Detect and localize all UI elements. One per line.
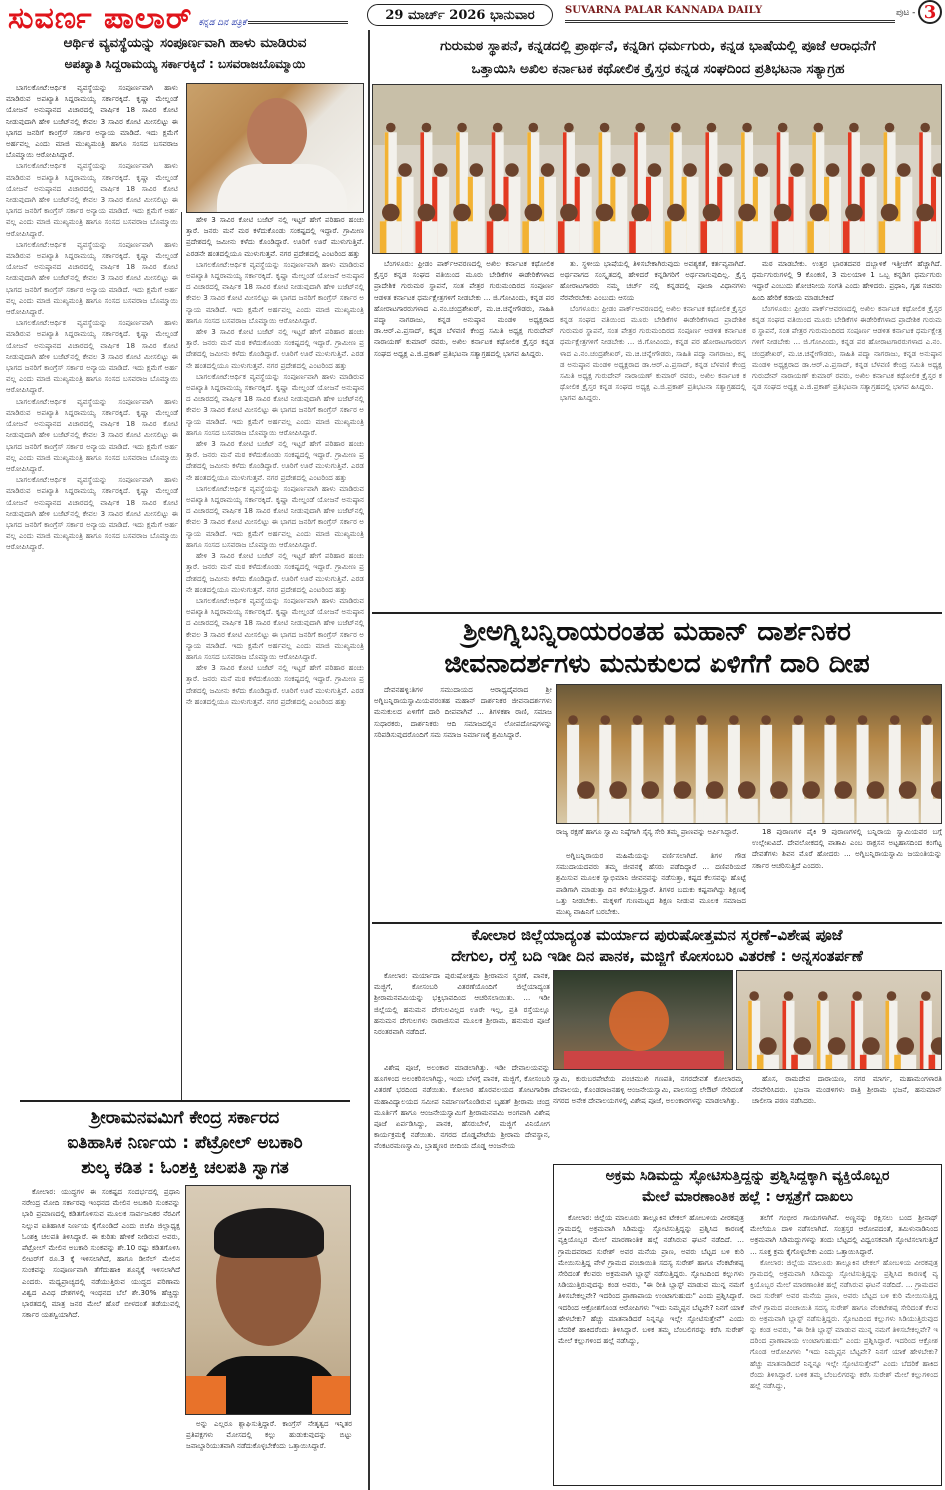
agnibanni-photo xyxy=(556,684,942,824)
section-rule xyxy=(20,1100,350,1102)
prasada-distribution-photo xyxy=(736,970,942,1070)
scarf xyxy=(487,221,494,254)
attack-body-col2 xyxy=(750,1212,938,1482)
scarf xyxy=(894,1055,901,1070)
person-head xyxy=(703,204,721,222)
person-head xyxy=(834,781,852,799)
person-head xyxy=(671,123,681,133)
person-head xyxy=(493,123,503,133)
scarf xyxy=(851,1001,855,1070)
person-head xyxy=(382,204,400,222)
person-head xyxy=(770,781,788,799)
person-body xyxy=(736,799,758,824)
bommai-col1-continued-3: ಬಾಗಲಕೋಟೆ:ಆರ್ಥಿಕ ವ್ಯವಸ್ಥೆಯನ್ನು ಸಂಪೂರ್ಣವಾಗಿ ಹಾಳು ಮಾಡಿರುವ ಅಪಖ್ಯಾತಿ ಸಿದ್ದರಾಮಯ್ಯ ಸರ್ಕಾರಕ್ಕಿದೆ. ಕೃಷ್ಣಾ ಮೇಲ್ದಂಡೆ ಯೋಜನೆ ಅನುಷ್ಠಾನದ ವಿಚಾರದಲ್ಲಿ ವಾರ್ಷಿಕ 18 ಸಾವಿರ ಕೋಟಿ ನೀಡುವುದಾಗಿ ಹೇಳಿ ಬಜೆಟ್‌ನಲ್ಲಿ ಕೇವಲ 3 ಸಾವಿರ ಕೋಟಿ ಮೀಸಲಿಟ್ಟು ಈ ಭಾಗದ ಜನರಿಗೆ ಕಾಂಗ್ರೆಸ್ ಸರ್ಕಾರ ಅನ್ಯಾಯ ಮಾಡಿದೆ. ಇದು ಕ್ಷಮೆಗೆ ಅರ್ಹವಲ್ಲ ಎಂದು ಮಾಜಿ ಮುಖ್ಯಮಂತ್ರಿ ಹಾಗೂ ಸಂಸದ ಬಸವರಾಜ ಬೊಮ್ಮಾಯಿ ಆರೋಪಿಸಿದ್ದಾರೆ. xyxy=(6,318,178,395)
bommai-col2-filler-4: ಹೇಳಿ 3 ಸಾವಿರ ಕೋಟಿ ಬಜೆಟ್ ನಲ್ಲಿ ಇಟ್ಟರೆ ಹೇಗೆ ಪರಿಹಾರ ಹಂಚು ತ್ತಾರೆ. ಜನರು ಮನೆ ಮಠ ಕಳೆದುಕೊಂಡು ಸಂಕಷ್ಟದಲ್ಲಿ ಇದ್ದಾರೆ. ಗ್ರಾಮೀಣ ಪ್ರದೇಶದಲ್ಲಿ ಜಮೀನು ಕಳೆದು ಕೊಂಡಿದ್ದಾರೆ. ಊರಿಗೆ ಊರೆ ಮುಳುಗುತ್ತಿವೆ. ಎರಡನೇ ಹಂತದಲ್ಲಿಯೂ ಮುಳುಗುತ್ತವೆ. ನಗರ ಪ್ರದೇಶದಲ್ಲಿ ಎಂಟರಿಂದ ಹತ್ತು xyxy=(186,439,364,482)
scarf xyxy=(920,1001,924,1070)
protest-crowd-illustration xyxy=(373,85,942,254)
person-head xyxy=(738,781,756,799)
agnibanni-body-col2: ಅಗ್ನಿಬನ್ನಿರಾಯರ ಮಹಿಮೆಯನ್ನು ವರ್ಣಿಸಲಾಗಿದೆ. ತಿಗಳ ಗೌಡ ಸಮುದಾಯದವರು ತಮ್ಮ ಜೀವನಕ್ಕೆ ಹೆಸರು ಪಡೆದಿದ್ದಾರೆ ... ದಣಿವರಿಯದೆ ಶ್ರಮಿಸುವ ಮೂಲಕ ಸ್ವಾಭಿಮಾನಿ ಜೀವನವನ್ನು ನಡೆಸುತ್ತಾ, ಕಷ್ಟದ ಕೆಲಸವನ್ನು ಹೊಟ್ಟೆ ಪಾಡಿಗಾಗಿ ಮಾಡುತ್ತಾ ದಿನ ಕಳೆಯುತ್ತಿದ್ದಾರೆ. ತಿಗಳರ ಬದುಕು ಕಷ್ಟವಾಗಿದ್ದು ಶಿಕ್ಷಣಕ್ಕೆ ಒತ್ತು ನೀಡಬೇಕು. ಮಕ್ಕಳಿಗೆ ಗುಣಮಟ್ಟದ ಶಿಕ್ಷಣ ನೀಡುವ ಮೂಲಕ ಸಮಾಜದ ಮುಖ್ಯ ವಾಹಿನಿಗೆ ಬರಬೇಕು. xyxy=(556,851,746,917)
kolar-body-col3: ಹೊಸ, ರಾಮದೇವ ದಾರಾಯಣ, ನಗರ ಮಾರ್ಗ, ಮಹಾಮಂಗಳಾರತಿ ನೆರವೇರಿಸಿದರು. ಭಜನಾ ಮಂಡಳಿಗಳು ರಾತ್ರಿ ಶ್ರೀರಾಮ ಭಜನೆ, ಹನುಮಾನ್ ಚಾಲೀಸಾ ಪಠಣ ನಡೆಸಿದರು. xyxy=(752,1074,942,1106)
person-head xyxy=(633,715,643,725)
petrol-headline-2: ಐತಿಹಾಸಿಕ ನಿರ್ಣಯ : ಪೆಟ್ರೋಲ್ ಅಬಕಾರಿ xyxy=(67,1133,303,1153)
bommai-col2-filler-2: ಹೇಳಿ 3 ಸಾವಿರ ಕೋಟಿ ಬಜೆಟ್ ನಲ್ಲಿ ಇಟ್ಟರೆ ಹೇಗೆ ಪರಿಹಾರ ಹಂಚು ತ್ತಾರೆ. ಜನರು ಮನೆ ಮಠ ಕಳೆದುಕೊಂಡು ಸಂಕಷ್ಟದಲ್ಲಿ ಇದ್ದಾರೆ. ಗ್ರಾಮೀಣ ಪ್ರದೇಶದಲ್ಲಿ ಜಮೀನು ಕಳೆದು ಕೊಂಡಿದ್ದಾರೆ. ಊರಿಗೆ ಊರೆ ಮುಳುಗುತ್ತಿವೆ. ಎರಡನೇ ಹಂತದಲ್ಲಿಯೂ ಮುಳುಗುತ್ತವೆ. ನಗರ ಪ್ರದೇಶದಲ್ಲಿ ಎಂಟರಿಂದ ಹತ್ತು xyxy=(186,327,364,370)
person-head xyxy=(697,715,707,725)
person-body xyxy=(864,799,886,824)
person-head xyxy=(755,163,769,177)
bommai-photo xyxy=(186,83,364,213)
person-head xyxy=(674,781,692,799)
saffron-scarf xyxy=(312,1376,351,1415)
person-head xyxy=(422,123,432,133)
attack-headline-2: ಮೇಲೆ ಮಾರಣಾಂತಿಕ ಹಲ್ಲೆ : ಆಸ್ಪತ್ರೆಗೆ ದಾಖಲು xyxy=(642,1189,853,1205)
protest-col3-text: ಮಠ ಮಾಡಬೇಕು. ಉತ್ತರ ಭಾರತದವರ ದಬ್ಬಾಳಿಕೆ ಇತ್ತೀಚೆಗೆ ಹೆಚ್ಚಾಗಿದೆ. ಧರ್ಮಗುರುಗಳಲ್ಲಿ 9 ಕೊಂಕಣಿ, 3 ಮಲಯಾಳಿ 1 ಒಬ್ಬ ಕನ್ನಡಿಗ ಧರ್ಮಗುರು ಇದ್ದಾರೆ ಎಂಬುದು ಶೋಚನೀಯ ಸಂಗತಿ ಎಂದು ಹೇಳಿದರು. ಪ್ರಧಾನಿ, ಗೃಹ ಸಚಿವರು ಹಿಂದಿ ಹೇರಿಕೆ ಕಡಾಯ ಮಾಡಬೇಕಿದೆ xyxy=(752,259,942,302)
protest-photo xyxy=(372,84,942,254)
portrait-body xyxy=(217,164,347,213)
scarf xyxy=(757,1055,764,1070)
person-head xyxy=(612,163,626,177)
person-head xyxy=(921,991,931,1001)
person-head xyxy=(600,123,610,133)
person-head xyxy=(719,163,733,177)
person-head xyxy=(826,715,836,725)
agnibanni-group-illustration xyxy=(557,685,942,824)
column-rule-main xyxy=(368,30,370,1490)
person-head xyxy=(845,204,863,222)
person-head xyxy=(761,715,771,725)
person-head xyxy=(564,123,574,133)
scarf xyxy=(594,221,601,254)
attack-col2-filler: ಕೋಲಾರ: ಜಿಲ್ಲೆಯ ಮಾಲೂರು ತಾಲ್ಲೂಕಿನ ಟೇಕಲ್ ಹೋಬಳಿಯ ವೀರಕಪುತ್ರ ಗ್ರಾಮದಲ್ಲಿ ಅಕ್ರಮವಾಗಿ ಸಿಡಿಮದ್ದು ಸ್ಫೋಟಿಸುತ್ತಿದ್ದನ್ನು ಪ್ರಶ್ನಿಸಿದ ಕಾರಣಕ್ಕೆ ವ್ಯಕ್ತಿಯೊಬ್ಬರ ಮೇಲೆ ಮಾರಣಾಂತಿಕ ಹಲ್ಲೆ ನಡೆಸಿರುವ ಘಟನೆ ನಡೆದಿದೆ. ... ಗ್ರಾಮದವರಾದ ಸುರೇಶ್ ಅವರ ಮನೆಯ ಪ್ರಾಣ, ಅವರು ಬೆಟ್ಟದ ಬಳಿ ಕುರಿ ಮೇಯಿಸುತ್ತಿದ್ದ ವೇಳೆ ಗ್ರಾಮದ ಪಂಚಾಯಿತಿ ಸದಸ್ಯ ಸುರೇಶ್ ಹಾಗೂ ವೆಂಕಟೇಶಪ್ಪ ಸೇರಿದಂತೆ ಕೆಲವರು ಅಕ್ರಮವಾಗಿ ಬ್ಲಾಸ್ಟ್ ನಡೆಸುತ್ತಿದ್ದರು. ಸ್ಫೋಟದಿಂದ ಕಲ್ಲುಗಳು ಸಿಡಿಯುತ್ತಿರುವುದನ್ನು ಕಂಡ ಅವರು, "ಈ ರೀತಿ ಬ್ಲಾಸ್ಟ್ ಮಾಡುವ ಮುನ್ನ ನಮಗೆ ತಿಳಿಸಬೇಕಲ್ಲವೇ? ಇದರಿಂದ ಪ್ರಾಣಾಪಾಯ ಉಂಟಾಗುಹುದು" ಎಂದು ಪ್ರಶ್ನಿಸಿದ್ದಾರೆ. ಇದರಿಂದ ಆಕ್ರೋಶಗೊಂಡ ಆರೋಪಿಗಳು "ಇದು ನಿಮ್ಮಪ್ಪನ ಬೆಟ್ಟವೇ? ನಿನಗೆ ಯಾಕೆ ಹೇಳಬೇಕು? ಹೆಚ್ಚು ಮಾತನಾಡಿದರೆ ನಿನ್ನನ್ನೂ ಇಲ್ಲೇ ಸ್ಫೋಟಿಸುತ್ತೇವೆ" ಎಂದು ಬೆದರಿಕೆ ಹಾಕಿದರೆಂದು ತಿಳಿಸಿದ್ದಾರೆ. ಬಳಿಕ ತಮ್ಮ ಬೆಂಬಲಿಗರನ್ನು ಕರೆಸಿ ಸುರೇಶ್ ಮೇಲೆ ಕಲ್ಲುಗಳಿಂದ ಹಲ್ಲೆ ನಡೆಸಿದ್ದು, xyxy=(750,1257,938,1391)
portrait-head xyxy=(247,98,307,168)
person-head xyxy=(596,204,614,222)
bommai-col1-continued-4: ಬಾಗಲಕೋಟೆ:ಆರ್ಥಿಕ ವ್ಯವಸ್ಥೆಯನ್ನು ಸಂಪೂರ್ಣವಾಗಿ ಹಾಳು ಮಾಡಿರುವ ಅಪಖ್ಯಾತಿ ಸಿದ್ದರಾಮಯ್ಯ ಸರ್ಕಾರಕ್ಕಿದೆ. ಕೃಷ್ಣಾ ಮೇಲ್ದಂಡೆ ಯೋಜನೆ ಅನುಷ್ಠಾನದ ವಿಚಾರದಲ್ಲಿ ವಾರ್ಷಿಕ 18 ಸಾವಿರ ಕೋಟಿ ನೀಡುವುದಾಗಿ ಹೇಳಿ ಬಜೆಟ್‌ನಲ್ಲಿ ಕೇವಲ 3 ಸಾವಿರ ಕೋಟಿ ಮೀಸಲಿಟ್ಟು ಈ ಭಾಗದ ಜನರಿಗೆ ಕಾಂಗ್ರೆಸ್ ಸರ್ಕಾರ ಅನ್ಯಾಯ ಮಾಡಿದೆ. ಇದು ಕ್ಷಮೆಗೆ ಅರ್ಹವಲ್ಲ ಎಂದು ಮಾಜಿ ಮುಖ್ಯಮಂತ್ರಿ ಹಾಗೂ ಸಂಸದ ಬಸವರಾಜ ಬೊಮ್ಮಾಯಿ ಆರೋಪಿಸಿದ್ದಾರೆ. xyxy=(6,396,178,473)
distribution-illustration xyxy=(737,971,942,1070)
person-head xyxy=(609,781,627,799)
person-head xyxy=(707,123,717,133)
person-head xyxy=(774,204,792,222)
person-body xyxy=(575,799,597,824)
agnibanni-caption: ರಾಜ್ಯ ರಕ್ಷಣೆ ಹಾಗೂ ಸ್ವಾಮಿ ನಿಷ್ಠೆಗಾಗಿ ಸೈನ್ಯ ಸೇರಿ ತಮ್ಮ ಪ್ರಾಣವನ್ನು ಅರ್ಪಿಸಿದ್ದಾರೆ. xyxy=(556,827,739,836)
scarf xyxy=(914,221,921,254)
person-body xyxy=(800,799,822,824)
agnibanni-body-col1: ದೇವನಹಳ್ಳಿ:ತಿಗಳ ಸಮುದಾಯದ ಆರಾಧ್ಯದೈವರಾದ ಶ್ರೀ ಅಗ್ನಿಬನ್ನಿರಾಯಸ್ವಾಮಿಯವರಂತಹ ಮಹಾನ್ ದಾರ್ಶನಿಕರ ಜೀವನಾದರ್ಶಗಳು ಮನುಕುಲದ ಏಳಿಗೆಗೆ ದಾರಿ ದೀಪವಾಗಿವೆ ... ತಿಗಳಕಶಾ ರಾಣಿ, ಸಮಾಜ ಸುಧಾರಕರು, ದಾರ್ಶನಿಕರು ಆದಿ ಸಮಾಜದಲ್ಲಿನ ಲೋಪದೋಷಗಳನ್ನು ಸರಿಪಡಿಸುವುದರೊಂದಿಗೆ ಸಮ ಸಮಾಜ ನಿರ್ಮಾಣಕ್ಕೆ ಶ್ರಮಿಸಿದ್ದಾರೆ. xyxy=(374,685,552,739)
person-head xyxy=(849,123,859,133)
person-head xyxy=(887,991,897,1001)
person-head xyxy=(922,715,932,725)
protest-col3-filler: ಬೆಂಗಳೂರು: ಫ್ರೀಡಂ ಪಾರ್ಕ್‌ಆವರಣದಲ್ಲಿ ಅಖಿಲ ಕರ್ನಾಟಕ ಕಥೋಲಿಕ ಕ್ರೈಸ್ತರ ಕನ್ನಡ ಸಂಘದ ವತಿಯಿಂದ ಮೂರು ಬೇಡಿಕೆಗಳ ಈಡೇರಿಕೆಗಳಾದ ಪ್ರಾದೇಶಿಕ ಗುರುಮಠ ಸ್ಥಾಪನೆ, ಸಂತ ಪೇತ್ರರ ಗುರುಮಂದಿರದ ಸಂಪೂರ್ಣ ಆಡಳಿತ ಕರ್ನಾಟಕ ಧರ್ಮಕ್ಷೇತ್ರಗಳಿಗೆ ನೀಡಬೇಕು ... ಜಿ.ಗೋವಿಂದು, ಕನ್ನಡ ಪರ ಹೋರಾಟಗಾರರುಗಳಾದ ಎ.ನಂ.ಚಂದ್ರಶೇಖರ್, ಮ.ಚಿ.ಚನ್ನೇಗೌಡರು, ಸಾಹಿತಿ ಪದ್ಮಾ ನಾಗರಾಜು, ಕನ್ನಡ ಅನುಷ್ಠಾನ ಮಂಡಳಿ ಅಧ್ಯಕ್ಷರಾದ ಡಾ.ಆರ್.ಎ.ಪ್ರಸಾದ್, ಕನ್ನಡ ಬೆಳವಣಿ ಕೇಂದ್ರ ಸಮಿತಿ ಅಧ್ಯಕ್ಷ ಗುರುದೇವ್ ನಾರಾಯಣ್ ಕುಮಾರ್ ರವರು, ಅಖಿಲ ಕರ್ನಾಟಕ ಕಥೋಲಿಕ ಕ್ರೈಸ್ತರ ಕನ್ನಡ ಸಂಘದ ಅಧ್ಯಕ್ಷ ಎ.ಜಿ.ಪ್ರಕಾಶ್ ಪ್ರತಿಭಟನಾ ಸತ್ಯಾಗ್ರಹದಲ್ಲಿ ಭಾಗವ ಹಿಸಿದ್ದರು. xyxy=(752,303,942,392)
protest-body-col1: ಬೆಂಗಳೂರು: ಫ್ರೀಡಂ ಪಾರ್ಕ್‌ಆವರಣದಲ್ಲಿ ಅಖಿಲ ಕರ್ನಾಟಕ ಕಥೋಲಿಕ ಕ್ರೈಸ್ತರ ಕನ್ನಡ ಸಂಘದ ವತಿಯಿಂದ ಮೂರು ಬೇಡಿಕೆಗಳ ಈಡೇರಿಕೆಗಳಾದ ಪ್ರಾದೇಶಿಕ ಗುರುಮಠ ಸ್ಥಾಪನೆ, ಸಂತ ಪೇತ್ರರ ಗುರುಮಂದಿರದ ಸಂಪೂರ್ಣ ಆಡಳಿತ ಕರ್ನಾಟಕ ಧರ್ಮಕ್ಷೇತ್ರಗಳಿಗೆ ನೀಡಬೇಕು ... ಜಿ.ಗೋವಿಂದು, ಕನ್ನಡ ಪರ ಹೋರಾಟಗಾರರುಗಳಾದ ಎ.ನಂ.ಚಂದ್ರಶೇಖರ್, ಮ.ಚಿ.ಚನ್ನೇಗೌಡರು, ಸಾಹಿತಿ ಪದ್ಮಾ ನಾಗರಾಜು, ಕನ್ನಡ ಅನುಷ್ಠಾನ ಮಂಡಳಿ ಅಧ್ಯಕ್ಷರಾದ ಡಾ.ಆರ್.ಎ.ಪ್ರಸಾದ್, ಕನ್ನಡ ಬೆಳವಣಿ ಕೇಂದ್ರ ಸಮಿತಿ ಅಧ್ಯಕ್ಷ ಗುರುದೇವ್ ನಾರಾಯಣ್ ಕುಮಾರ್ ರವರು, ಅಖಿಲ ಕರ್ನಾಟಕ ಕಥೋಲಿಕ ಕ್ರೈಸ್ತರ ಕನ್ನಡ ಸಂಘದ ಅಧ್ಯಕ್ಷ ಎ.ಜಿ.ಪ್ರಕಾಶ್ ಪ್ರತಿಭಟನಾ ಸತ್ಯಾಗ್ರಹದಲ್ಲಿ ಭಾಗವ ಹಿಸಿದ್ದರು. xyxy=(374,259,554,358)
person-head xyxy=(457,123,467,133)
person-head xyxy=(920,123,930,133)
scarf xyxy=(629,221,636,254)
person-head xyxy=(810,204,828,222)
person-head xyxy=(434,163,448,177)
kolar-headline-1: ಕೋಲಾರ ಜಿಲ್ಲೆಯಾದ್ಯಂತ ಮರ್ಯಾದ ಪುರುಷೋತ್ತಮನ ಸ್ಮರಣೆ–ವಿಶೇಷ ಪೂಜೆ xyxy=(471,926,843,944)
protest-body-col3 xyxy=(752,258,942,610)
bommai-col2-filler-5: ಬಾಗಲಕೋಟೆ:ಆರ್ಥಿಕ ವ್ಯವಸ್ಥೆಯನ್ನು ಸಂಪೂರ್ಣವಾಗಿ ಹಾಳು ಮಾಡಿರುವ ಅಪಖ್ಯಾತಿ ಸಿದ್ದರಾಮಯ್ಯ ಸರ್ಕಾರಕ್ಕಿದೆ. ಕೃಷ್ಣಾ ಮೇಲ್ದಂಡೆ ಯೋಜನೆ ಅನುಷ್ಠಾನದ ವಿಚಾರದಲ್ಲಿ ವಾರ್ಷಿಕ 18 ಸಾವಿರ ಕೋಟಿ ನೀಡುವುದಾಗಿ ಹೇಳಿ ಬಜೆಟ್‌ನಲ್ಲಿ ಕೇವಲ 3 ಸಾವಿರ ಕೋಟಿ ಮೀಸಲಿಟ್ಟು ಈ ಭಾಗದ ಜನರಿಗೆ ಕಾಂಗ್ರೆಸ್ ಸರ್ಕಾರ ಅನ್ಯಾಯ ಮಾಡಿದೆ. ಇದು ಕ್ಷಮೆಗೆ ಅರ್ಹವಲ್ಲ ಎಂದು ಮಾಜಿ ಮುಖ್ಯಮಂತ್ರಿ ಹಾಗೂ ಸಂಸದ ಬಸವರಾಜ ಬೊಮ್ಮಾಯಿ ಆರೋಪಿಸಿದ್ದಾರೆ. xyxy=(186,483,364,549)
scarf xyxy=(558,221,565,254)
agnibanni-headline-2: ಜೀವನಾದರ್ಶಗಳು ಮನುಕುಲದ ಏಳಿಗೆಗೆ ದಾರಿ ದೀಪ xyxy=(444,649,870,679)
protest-headline-1: ಗುರುಮಠ ಸ್ಥಾಪನೆ, ಕನ್ನಡದಲ್ಲಿ ಪ್ರಾರ್ಥನೆ, ಕನ್ನಡಿಗ ಧರ್ಮಗುರು, ಕನ್ನಡ ಭಾಷೆಯಲ್ಲಿ ಪೂಜೆ ಆರಾಧನೆಗೆ xyxy=(440,38,876,54)
section-rule xyxy=(372,922,942,924)
scarf xyxy=(807,221,814,254)
bommai-headline-1: ಆರ್ಥಿಕ ವ್ಯವಸ್ಥೆಯನ್ನು ಸಂಪೂರ್ಣವಾಗಿ ಹಾಳು ಮಾಡಿರುವ xyxy=(63,35,307,51)
scarf xyxy=(415,221,422,254)
person-head xyxy=(600,715,610,725)
bommai-col1-continued: ಬಾಗಲಕೋಟೆ:ಆರ್ಥಿಕ ವ್ಯವಸ್ಥೆಯನ್ನು ಸಂಪೂರ್ಣವಾಗಿ ಹಾಳು ಮಾಡಿರುವ ಅಪಖ್ಯಾತಿ ಸಿದ್ದರಾಮಯ್ಯ ಸರ್ಕಾರಕ್ಕಿದೆ. ಕೃಷ್ಣಾ ಮೇಲ್ದಂಡೆ ಯೋಜನೆ ಅನುಷ್ಠಾನದ ವಿಚಾರದಲ್ಲಿ ವಾರ್ಷಿಕ 18 ಸಾವಿರ ಕೋಟಿ ನೀಡುವುದಾಗಿ ಹೇಳಿ ಬಜೆಟ್‌ನಲ್ಲಿ ಕೇವಲ 3 ಸಾವಿರ ಕೋಟಿ ಮೀಸಲಿಟ್ಟು ಈ ಭಾಗದ ಜನರಿಗೆ ಕಾಂಗ್ರೆಸ್ ಸರ್ಕಾರ ಅನ್ಯಾಯ ಮಾಡಿದೆ. ಇದು ಕ್ಷಮೆಗೆ ಅರ್ಹವಲ್ಲ ಎಂದು ಮಾಜಿ ಮುಖ್ಯಮಂತ್ರಿ ಹಾಗೂ ಸಂಸದ ಬಸವರಾಜ ಬೊಮ್ಮಾಯಿ ಆರೋಪಿಸಿದ್ದಾರೆ. xyxy=(6,161,178,238)
scarf xyxy=(772,221,779,254)
scarf xyxy=(748,1001,752,1070)
masthead xyxy=(8,2,348,34)
masthead-rule xyxy=(248,21,348,24)
bommai-col1-continued-5: ಬಾಗಲಕೋಟೆ:ಆರ್ಥಿಕ ವ್ಯವಸ್ಥೆಯನ್ನು ಸಂಪೂರ್ಣವಾಗಿ ಹಾಳು ಮಾಡಿರುವ ಅಪಖ್ಯಾತಿ ಸಿದ್ದರಾಮಯ್ಯ ಸರ್ಕಾರಕ್ಕಿದೆ. ಕೃಷ್ಣಾ ಮೇಲ್ದಂಡೆ ಯೋಜನೆ ಅನುಷ್ಠಾನದ ವಿಚಾರದಲ್ಲಿ ವಾರ್ಷಿಕ 18 ಸಾವಿರ ಕೋಟಿ ನೀಡುವುದಾಗಿ ಹೇಳಿ ಬಜೆಟ್‌ನಲ್ಲಿ ಕೇವಲ 3 ಸಾವಿರ ಕೋಟಿ ಮೀಸಲಿಟ್ಟು ಈ ಭಾಗದ ಜನರಿಗೆ ಕಾಂಗ್ರೆಸ್ ಸರ್ಕಾರ ಅನ್ಯಾಯ ಮಾಡಿದೆ. ಇದು ಕ್ಷಮೆಗೆ ಅರ್ಹವಲ್ಲ ಎಂದು ಮಾಜಿ ಮುಖ್ಯಮಂತ್ರಿ ಹಾಗೂ ಸಂಸದ ಬಸವರಾಜ ಬೊಮ್ಮಾಯಿ ಆರೋಪಿಸಿದ್ದಾರೆ. xyxy=(6,475,178,552)
person-body xyxy=(671,799,693,824)
person-head xyxy=(802,781,820,799)
kolar-headline-2: ದೇಗುಲ, ರಸ್ತೆ ಬದಿ ಇಡೀ ದಿನ ಪಾನಕ, ಮಜ್ಜಿಗೆ ಕೋಸಂಬರಿ ವಿತರಣೆ : ಅನ್ನಸಂತರ್ಪಣೆ xyxy=(451,947,863,965)
petrol-body-col1: ಕೋಲಾರ: ಯುದ್ಧಗಳ ಈ ಸಂಕಷ್ಟದ ಸಂದರ್ಭದಲ್ಲಿ ಪ್ರಧಾನಿ ನರೇಂದ್ರ ಮೋದಿ ಸರ್ಕಾರವು ಇಂಧನದ ಮೇಲಿನ ಅಬಕಾರಿ ಸುಂಕವನ್ನು ಭಾರಿ ಪ್ರಮಾಣದಲ್ಲಿ ಕಡಿತಗೊಳಿಸುವ ಮೂಲಕ ಸಾರ್ವಜನಿಕರ ನೆರವಿಗೆ ನಿಲ್ಲುವ ಐತಿಹಾಸಿಕ ನಿರ್ಣಯ ಕೈಗೊಂಡಿದೆ ಎಂದು ಬಿಜೆಪಿ ಜಿಲ್ಲಾಧ್ಯಕ್ಷ ಓಂಶಕ್ತಿ ಚಲಪತಿ ತಿಳಿಸಿದ್ದಾರೆ. ಈ ಕುರಿತು ಹೇಳಿಕೆ ನೀಡಿರುವ ಅವರು, ಪೆಟ್ರೋಲ್ ಮೇಲಿನ ಅಬಕಾರಿ ಸುಂಕವನ್ನು ಶೇ.10 ರಷ್ಟು ಕಡಿತಗೊಳಿಸಿ ಲೀಟರ್‌ಗೆ ರೂ.3 ಕ್ಕೆ ಇಳಿಸಲಾಗಿದೆ, ಹಾಗೂ ಡೀಸೆಲ್ ಮೇಲಿನ ಸುಂಕವನ್ನು ಸಂಪೂರ್ಣವಾಗಿ ತೆಗೆದುಹಾಕಿ ಶೂನ್ಯಕ್ಕೆ ಇಳಿಸಲಾಗಿದೆ ಎಂದರು. ಮಧ್ಯಪ್ರಾಚ್ಯದಲ್ಲಿ ನಡೆಯುತ್ತಿರುವ ಯುದ್ಧದ ಪರಿಣಾಮ ವಿಶ್ವದ ವಿವಿಧ ದೇಶಗಳಲ್ಲಿ ಇಂಧನದ ಬೆಲೆ ಶೇ.30% ಹೆಚ್ಚಿದ್ದು ಭಾರತದಲ್ಲಿ ಮಾತ್ರ ಜನರ ಮೇಲೆ ಹೊರೆ ಬೀಳದಂತೆ ತಡೆಯುವಲ್ಲಿ ಸರ್ಕಾರ ಯಶಸ್ವಿಯಾಗಿದೆ. xyxy=(22,1187,180,1320)
person-head xyxy=(861,163,875,177)
scarf xyxy=(380,221,387,254)
agnibanni-headline-1: ಶ್ರೀಅಗ್ನಿಬನ್ನಿರಾಯರಂತಹ ಮಹಾನ್ ದಾರ್ಶನಿಕರ xyxy=(463,617,851,647)
protest-col2-text: ತು. ಸ್ಥಳೀಯ ಭಾಷೆಯಲ್ಲಿ ತಿಳಿಸಬೇಕಾಗಿರುವುದು ಅವಶ್ಯಕತೆ, ಕರ್ತವ್ಯವಾಗಿದೆ. ಅರ್ಥವಾಗದ ಸಂಸ್ಕೃತದಲ್ಲಿ ಹೇಳಿದರೆ ಕನ್ನಡಿಗರಿಗೆ ಅರ್ಥವಾಗುವುದಿಲ್ಲ. ಕ್ರೈಸ್ತ ಹೋರಾಟಗಾರರು ನಮ್ಮ ಚರ್ಚ್ ನಲ್ಲಿ ಕನ್ನಡದಲ್ಲಿ ಪೂಜಾ ವಿಧಾನಗಳು ನೆರವೇರಬೇಕು ಎಂಬುದು ಆಸಯ xyxy=(560,259,746,302)
bommai-col2-filler-8: ಹೇಳಿ 3 ಸಾವಿರ ಕೋಟಿ ಬಜೆಟ್ ನಲ್ಲಿ ಇಟ್ಟರೆ ಹೇಗೆ ಪರಿಹಾರ ಹಂಚು ತ್ತಾರೆ. ಜನರು ಮನೆ ಮಠ ಕಳೆದುಕೊಂಡು ಸಂಕಷ್ಟದಲ್ಲಿ ಇದ್ದಾರೆ. ಗ್ರಾಮೀಣ ಪ್ರದೇಶದಲ್ಲಿ ಜಮೀನು ಕಳೆದು ಕೊಂಡಿದ್ದಾರೆ. ಊರಿಗೆ ಊರೆ ಮುಳುಗುತ್ತಿವೆ. ಎರಡನೇ ಹಂತದಲ್ಲಿಯೂ ಮುಳುಗುತ್ತವೆ. ನಗರ ಪ್ರದೇಶದಲ್ಲಿ ಎಂಟರಿಂದ ಹತ್ತು xyxy=(186,663,364,706)
scarf xyxy=(879,221,886,254)
person-head xyxy=(885,123,895,133)
scarf xyxy=(791,1055,798,1070)
bommai-col2-filler-7: ಬಾಗಲಕೋಟೆ:ಆರ್ಥಿಕ ವ್ಯವಸ್ಥೆಯನ್ನು ಸಂಪೂರ್ಣವಾಗಿ ಹಾಳು ಮಾಡಿರುವ ಅಪಖ್ಯಾತಿ ಸಿದ್ದರಾಮಯ್ಯ ಸರ್ಕಾರಕ್ಕಿದೆ. ಕೃಷ್ಣಾ ಮೇಲ್ದಂಡೆ ಯೋಜನೆ ಅನುಷ್ಠಾನದ ವಿಚಾರದಲ್ಲಿ ವಾರ್ಷಿಕ 18 ಸಾವಿರ ಕೋಟಿ ನೀಡುವುದಾಗಿ ಹೇಳಿ ಬಜೆಟ್‌ನಲ್ಲಿ ಕೇವಲ 3 ಸಾವಿರ ಕೋಟಿ ಮೀಸಲಿಟ್ಟು ಈ ಭಾಗದ ಜನರಿಗೆ ಕಾಂಗ್ರೆಸ್ ಸರ್ಕಾರ ಅನ್ಯಾಯ ಮಾಡಿದೆ. ಇದು ಕ್ಷಮೆಗೆ ಅರ್ಹವಲ್ಲ ಎಂದು ಮಾಜಿ ಮುಖ್ಯಮಂತ್ರಿ ಹಾಗೂ ಸಂಸದ ಬಸವರಾಜ ಬೊಮ್ಮಾಯಿ ಆರೋಪಿಸಿದ್ದಾರೆ. xyxy=(186,595,364,661)
person-head xyxy=(790,163,804,177)
person-head xyxy=(862,1037,880,1055)
scarf xyxy=(783,1001,787,1070)
flowers-offering xyxy=(564,1051,724,1069)
person-head xyxy=(560,204,578,222)
person-head xyxy=(398,163,412,177)
person-head xyxy=(852,991,862,1001)
bommai-col1-continued-2: ಬಾಗಲಕೋಟೆ:ಆರ್ಥಿಕ ವ್ಯವಸ್ಥೆಯನ್ನು ಸಂಪೂರ್ಣವಾಗಿ ಹಾಳು ಮಾಡಿರುವ ಅಪಖ್ಯಾತಿ ಸಿದ್ದರಾಮಯ್ಯ ಸರ್ಕಾರಕ್ಕಿದೆ. ಕೃಷ್ಣಾ ಮೇಲ್ದಂಡೆ ಯೋಜನೆ ಅನುಷ್ಠಾನದ ವಿಚಾರದಲ್ಲಿ ವಾರ್ಷಿಕ 18 ಸಾವಿರ ಕೋಟಿ ನೀಡುವುದಾಗಿ ಹೇಳಿ ಬಜೆಟ್‌ನಲ್ಲಿ ಕೇವಲ 3 ಸಾವಿರ ಕೋಟಿ ಮೀಸಲಿಟ್ಟು ಈ ಭಾಗದ ಜನರಿಗೆ ಕಾಂಗ್ರೆಸ್ ಸರ್ಕಾರ ಅನ್ಯಾಯ ಮಾಡಿದೆ. ಇದು ಕ್ಷಮೆಗೆ ಅರ್ಹವಲ್ಲ ಎಂದು ಮಾಜಿ ಮುಖ್ಯಮಂತ್ರಿ ಹಾಗೂ ಸಂಸದ ಬಸವರಾಜ ಬೊಮ್ಮಾಯಿ ಆರೋಪಿಸಿದ್ದಾರೆ. xyxy=(6,239,178,317)
person-head xyxy=(742,123,752,133)
header-rule xyxy=(565,20,895,23)
person-body xyxy=(768,799,790,824)
person-head xyxy=(577,781,595,799)
person-head xyxy=(867,781,885,799)
attack-col2-text: ತಲೆಗೆ ಗಂಭೀರ ಗಾಯಗಳಾಗಿವೆ. ಅಣ್ಣನನ್ನು ರಕ್ಷಿಸಲು ಬಂದ ಶ್ರೀನಾಥ್ ಮೇಲೆಯೂ ದಾಳಿ ನಡೆಸಲಾಗಿದೆ. ಸಂತ್ರಸ್ತರ ಆರೋಪದಂತೆ, ತಮಿಳುನಾಡಿನಿಂದ ಅಕ್ರಮವಾಗಿ ಸಿಡಿಮದ್ದುಗಳನ್ನು ತಂದು ಬೆಟ್ಟದಲ್ಲಿ ವಿಧ್ವಂಸಕವಾಗಿ ಸ್ಫೋಟಿಸಲಾಗುತ್ತಿದೆ ... ಸೂಕ್ತ ಕ್ರಮ ಕೈಗೊಳ್ಳಬೇಕು ಎಂದು ಒತ್ತಾಯಿಸಿದ್ದಾರೆ. xyxy=(750,1213,938,1256)
person-head xyxy=(784,991,794,1001)
chalapathi-photo xyxy=(185,1185,351,1415)
person-head xyxy=(489,204,507,222)
person-head xyxy=(576,163,590,177)
person-head xyxy=(793,1037,811,1055)
person-head xyxy=(896,1037,914,1055)
person-head xyxy=(793,715,803,725)
scarf xyxy=(451,221,458,254)
person-head xyxy=(568,715,578,725)
scarf xyxy=(860,1055,867,1070)
person-head xyxy=(418,204,436,222)
person-head xyxy=(916,204,934,222)
column-rule xyxy=(181,212,182,1102)
person-head xyxy=(667,204,685,222)
scarf xyxy=(700,221,707,254)
person-head xyxy=(897,163,911,177)
agnibanni-body-col3: 18 ಪುರಾಣಗಳ ಪೈಕಿ 9 ಪುರಾಣಗಳಲ್ಲಿ ಬನ್ನಿರಾಯ ಸ್ವಾಮಿಯವರ ಬಗ್ಗೆ ಉಲ್ಲೇಖವಿದೆ. ದೇವಲೋಕದಲ್ಲಿ ವಾತಾಪಿ ಎಂಬ ರಾಕ್ಷಸನ ಅಟ್ಟಹಾಸದಿಂದ ಕಂಗೆಟ್ಟ ದೇವತೆಗಳು ಶಿವನ ಮೊರೆ ಹೋದರು ... ಅಗ್ನಿಬನ್ನಿರಾಯಸ್ವಾಮಿ ಜಯಂತಿಯನ್ನು ಸರ್ಕಾರ ಆಚರಿಸುತ್ತಿದೆ ಎಂದರು. xyxy=(752,827,942,870)
person-head xyxy=(470,163,484,177)
person-head xyxy=(890,715,900,725)
protest-headline-2: ಒತ್ತಾಯಿಸಿ ಅಖಿಲ ಕರ್ನಾಟಕ ಕಥೋಲಿಕ ಕ್ರೈಸ್ತರ ಕನ್ನಡ ಸಂಘದಿಂದ ಪ್ರತಿಭಟನಾ ಸತ್ಯಾಗ್ರಹ xyxy=(471,61,845,77)
person-head xyxy=(641,781,659,799)
page-number: 3 xyxy=(918,0,942,24)
newspaper-logo: ಸುವರ್ಣ ಪಾಲಾರ್ xyxy=(8,1,193,36)
person-head xyxy=(826,163,840,177)
person-head xyxy=(453,204,471,222)
flower-decoration xyxy=(609,991,669,1051)
person-head xyxy=(933,163,942,177)
bommai-col2-text: ಹೇಳಿ 3 ಸಾವಿರ ಕೋಟಿ ಬಜೆಟ್ ನಲ್ಲಿ ಇಟ್ಟರೆ ಹೇಗೆ ಪರಿಹಾರ ಹಂಚು ತ್ತಾರೆ. ಜನರು ಮನೆ ಮಠ ಕಳೆದುಕೊಂಡು ಸಂಕಷ್ಟದಲ್ಲಿ ಇದ್ದಾರೆ. ಗ್ರಾಮೀಣ ಪ್ರದೇಶದಲ್ಲಿ ಜಮೀನು ಕಳೆದು ಕೊಂಡಿದ್ದಾರೆ. ಊರಿಗೆ ಊರೆ ಮುಳುಗುತ್ತಿವೆ. ಎರಡನೇ ಹಂತದಲ್ಲಿಯೂ ಮುಳುಗುತ್ತವೆ. ನಗರ ಪ್ರದೇಶದಲ್ಲಿ ಎಂಟರಿಂದ ಹತ್ತು xyxy=(186,215,364,258)
person-head xyxy=(635,123,645,133)
petrol-body-col2: ಅನ್ನು ಎಲ್ಲರೂ ಶ್ಲಾಘಿಸುತ್ತಿದ್ದಾರೆ. ಕಾಂಗ್ರೆಸ್ ನೇತೃತ್ವದ ಇನ್ನಿತರ ಪ್ರತಿಪಕ್ಷಗಳು ಮೋಸದಲ್ಲಿ ಕಲ್ಲು ಹುಡುಕುವುದನ್ನು ಬಿಟ್ಟು ಜವಾಬ್ದಾರಿಯುತವಾಗಿ ನಡೆದುಕೊಳ್ಳಬೇಕೆಂದು ಒತ್ತಾಯಿಸಿದ್ದಾರೆ. xyxy=(186,1419,352,1451)
person-body xyxy=(607,799,629,824)
person-head xyxy=(738,204,756,222)
person-head xyxy=(525,204,543,222)
person-head xyxy=(631,204,649,222)
attack-headline-1: ಅಕ್ರಮ ಸಿಡಿಮದ್ದು ಸ್ಫೋಟಿಸುತ್ತಿದ್ದನ್ನು ಪ್ರಶ್ನಿಸಿದ್ದಕ್ಕಾಗಿ ವ್ಯಕ್ತಿಯೊಬ್ಬರ xyxy=(605,1168,890,1184)
person-head xyxy=(828,1037,846,1055)
tagline: ಕನ್ನಡ ದಿನ ಪತ್ರಿಕೆ xyxy=(198,18,247,28)
protest-col2-filler: ಬೆಂಗಳೂರು: ಫ್ರೀಡಂ ಪಾರ್ಕ್‌ಆವರಣದಲ್ಲಿ ಅಖಿಲ ಕರ್ನಾಟಕ ಕಥೋಲಿಕ ಕ್ರೈಸ್ತರ ಕನ್ನಡ ಸಂಘದ ವತಿಯಿಂದ ಮೂರು ಬೇಡಿಕೆಗಳ ಈಡೇರಿಕೆಗಳಾದ ಪ್ರಾದೇಶಿಕ ಗುರುಮಠ ಸ್ಥಾಪನೆ, ಸಂತ ಪೇತ್ರರ ಗುರುಮಂದಿರದ ಸಂಪೂರ್ಣ ಆಡಳಿತ ಕರ್ನಾಟಕ ಧರ್ಮಕ್ಷೇತ್ರಗಳಿಗೆ ನೀಡಬೇಕು ... ಜಿ.ಗೋವಿಂದು, ಕನ್ನಡ ಪರ ಹೋರಾಟಗಾರರುಗಳಾದ ಎ.ನಂ.ಚಂದ್ರಶೇಖರ್, ಮ.ಚಿ.ಚನ್ನೇಗೌಡರು, ಸಾಹಿತಿ ಪದ್ಮಾ ನಾಗರಾಜು, ಕನ್ನಡ ಅನುಷ್ಠಾನ ಮಂಡಳಿ ಅಧ್ಯಕ್ಷರಾದ ಡಾ.ಆರ್.ಎ.ಪ್ರಸಾದ್, ಕನ್ನಡ ಬೆಳವಣಿ ಕೇಂದ್ರ ಸಮಿತಿ ಅಧ್ಯಕ್ಷ ಗುರುದೇವ್ ನಾರಾಯಣ್ ಕುಮಾರ್ ರವರು, ಅಖಿಲ ಕರ್ನಾಟಕ ಕಥೋಲಿಕ ಕ್ರೈಸ್ತರ ಕನ್ನಡ ಸಂಘದ ಅಧ್ಯಕ್ಷ ಎ.ಜಿ.ಪ್ರಕಾಶ್ ಪ್ರತಿಭಟನಾ ಸತ್ಯಾಗ್ರಹದಲ್ಲಿ ಭಾಗವ ಹಿಸಿದ್ದರು. xyxy=(560,303,746,403)
person-head xyxy=(931,1037,942,1055)
page-label: ಪುಟ - xyxy=(896,8,916,18)
person-body xyxy=(832,799,854,824)
bommai-col2-filler-3: ಬಾಗಲಕೋಟೆ:ಆರ್ಥಿಕ ವ್ಯವಸ್ಥೆಯನ್ನು ಸಂಪೂರ್ಣವಾಗಿ ಹಾಳು ಮಾಡಿರುವ ಅಪಖ್ಯಾತಿ ಸಿದ್ದರಾಮಯ್ಯ ಸರ್ಕಾರಕ್ಕಿದೆ. ಕೃಷ್ಣಾ ಮೇಲ್ದಂಡೆ ಯೋಜನೆ ಅನುಷ್ಠಾನದ ವಿಚಾರದಲ್ಲಿ ವಾರ್ಷಿಕ 18 ಸಾವಿರ ಕೋಟಿ ನೀಡುವುದಾಗಿ ಹೇಳಿ ಬಜೆಟ್‌ನಲ್ಲಿ ಕೇವಲ 3 ಸಾವಿರ ಕೋಟಿ ಮೀಸಲಿಟ್ಟು ಈ ಭಾಗದ ಜನರಿಗೆ ಕಾಂಗ್ರೆಸ್ ಸರ್ಕಾರ ಅನ್ಯಾಯ ಮಾಡಿದೆ. ಇದು ಕ್ಷಮೆಗೆ ಅರ್ಹವಲ್ಲ ಎಂದು ಮಾಜಿ ಮುಖ್ಯಮಂತ್ರಿ ಹಾಗೂ ಸಂಸದ ಬಸವರಾಜ ಬೊಮ್ಮಾಯಿ ಆರೋಪಿಸಿದ್ದಾರೆ. xyxy=(186,371,364,437)
scarf xyxy=(826,1055,833,1070)
person-head xyxy=(858,715,868,725)
person-head xyxy=(778,123,788,133)
scarf xyxy=(522,221,529,254)
portrait-hair xyxy=(214,1208,324,1258)
person-head xyxy=(386,123,396,133)
person-head xyxy=(881,204,899,222)
temple-idol-photo xyxy=(553,970,733,1070)
bommai-col2-filler-1: ಬಾಗಲಕೋಟೆ:ಆರ್ಥಿಕ ವ್ಯವಸ್ಥೆಯನ್ನು ಸಂಪೂರ್ಣವಾಗಿ ಹಾಳು ಮಾಡಿರುವ ಅಪಖ್ಯಾತಿ ಸಿದ್ದರಾಮಯ್ಯ ಸರ್ಕಾರಕ್ಕಿದೆ. ಕೃಷ್ಣಾ ಮೇಲ್ದಂಡೆ ಯೋಜನೆ ಅನುಷ್ಠಾನದ ವಿಚಾರದಲ್ಲಿ ವಾರ್ಷಿಕ 18 ಸಾವಿರ ಕೋಟಿ ನೀಡುವುದಾಗಿ ಹೇಳಿ ಬಜೆಟ್‌ನಲ್ಲಿ ಕೇವಲ 3 ಸಾವಿರ ಕೋಟಿ ಮೀಸಲಿಟ್ಟು ಈ ಭಾಗದ ಜನರಿಗೆ ಕಾಂಗ್ರೆಸ್ ಸರ್ಕಾರ ಅನ್ಯಾಯ ಮಾಡಿದೆ. ಇದು ಕ್ಷಮೆಗೆ ಅರ್ಹವಲ್ಲ ಎಂದು ಮಾಜಿ ಮುಖ್ಯಮಂತ್ರಿ ಹಾಗೂ ಸಂಸದ ಬಸವರಾಜ ಬೊಮ್ಮಾಯಿ ಆರೋಪಿಸಿದ್ದಾರೆ. xyxy=(186,259,364,325)
scarf xyxy=(736,221,743,254)
bommai-lead: ಬಾಗಲಕೋಟೆ:ಆರ್ಥಿಕ ವ್ಯವಸ್ಥೆಯನ್ನು ಸಂಪೂರ್ಣವಾಗಿ ಹಾಳು ಮಾಡಿರುವ ಅಪಖ್ಯಾತಿ ಸಿದ್ದರಾಮಯ್ಯ ಸರ್ಕಾರಕ್ಕಿದೆ. ಕೃಷ್ಣಾ ಮೇಲ್ದಂಡೆ ಯೋಜನೆ ಅನುಷ್ಠಾನದ ವಿಚಾರದಲ್ಲಿ ವಾರ್ಷಿಕ 18 ಸಾವಿರ ಕೋಟಿ ನೀಡುವುದಾಗಿ ಹೇಳಿ ಬಜೆಟ್‌ನಲ್ಲಿ ಕೇವಲ 3 ಸಾವಿರ ಕೋಟಿ ಮೀಸಲಿಟ್ಟು ಈ ಭಾಗದ ಜನರಿಗೆ ಕಾಂಗ್ರೆಸ್ ಸರ್ಕಾರ ಅನ್ಯಾಯ ಮಾಡಿದೆ. ಇದು ಕ್ಷಮೆಗೆ ಅರ್ಹವಲ್ಲ ಎಂದು ಮಾಜಿ ಮುಖ್ಯಮಂತ್ರಿ ಹಾಗೂ ಸಂಸದ ಬಸವರಾಜ ಬೊಮ್ಮಾಯಿ ಆರೋಪಿಸಿದ್ದಾರೆ. xyxy=(6,83,178,160)
scarf xyxy=(929,1055,936,1070)
scarf xyxy=(886,1001,890,1070)
protest-body-col2 xyxy=(560,258,746,610)
saffron-scarf xyxy=(186,1376,226,1415)
kolar-body-col1-cont: ವಿಶೇಷ ಪೂಜೆ, ಅಲಂಕಾರ ಮಾಡಲಾಗಿತ್ತು. ಇಡೀ ದೇವಾಲಯವನ್ನು ಹೂಗಳಿಂದ ಅಲಂಕರಿಸಲಾಗಿದ್ದು, ಇಂದು ಬೆಳಗ್ಗೆ ಪಾನಕ, ಮಜ್ಜಿಗೆ, ಕೋಸಂಬರಿ ವಿತರಣೆ ಭರದಿಂದ ನಡೆಯಿತು. ಕೋಲಾರ ಹೊರವಲಯದ ತೋಟಗಾರಿಕಾ ಮಹಾವಿದ್ಯಾಲಯದ ಸಮೀಪ ನಿರ್ಮಾಣಗೊಂಡಿರುವ ಬೃಹತ್ ಶ್ರೀರಾಮ ಚಂದ್ರ ಮೂರ್ತಿಗೆ ಹಾಗೂ ಆಂಜನೇಯಸ್ವಾಮಿಗೆ ಶ್ರೀರಾಮನವಮಿ ಅಂಗವಾಗಿ ವಿಶೇಷ ಪೂಜೆ ಏರ್ಪಡಿಸಿದ್ದು, ಪಾನಕ, ಹೆಸರುಬೇಳೆ, ಮಜ್ಜಿಗೆ ವಿನಿಯೋಗ ಕಾರ್ಯಕ್ರಮಕ್ಕೆ ನಡೆಯಿತು. ನಗರದ ದೊಡ್ಡಪೇಟೆಯ ಶ್ರೀರಾಮ ದೇವಸ್ಥಾನ, ವೆಂಕಟರಮಣಸ್ವಾಮಿ, ಬ್ರಾಹ್ಮಣರ ಬೀದಿಯ ದೊಡ್ಡ ಆಂಜನೇಯ xyxy=(374,1063,550,1151)
petrol-headline-1: ಶ್ರೀರಾಮನವಮಿಗೆ ಕೇಂದ್ರ ಸರ್ಕಾರದ xyxy=(90,1108,280,1128)
person-body xyxy=(929,799,942,824)
bommai-headline-2: ಅಪಖ್ಯಾತಿ ಸಿದ್ದರಾಮಯ್ಯ ಸರ್ಕಾರಕ್ಕಿದೆ : ಬಸವರಾಜಬೊಮ್ಮಾಯಿ xyxy=(64,57,306,71)
bommai-col2-filler-6: ಹೇಳಿ 3 ಸಾವಿರ ಕೋಟಿ ಬಜೆಟ್ ನಲ್ಲಿ ಇಟ್ಟರೆ ಹೇಗೆ ಪರಿಹಾರ ಹಂಚು ತ್ತಾರೆ. ಜನರು ಮನೆ ಮಠ ಕಳೆದುಕೊಂಡು ಸಂಕಷ್ಟದಲ್ಲಿ ಇದ್ದಾರೆ. ಗ್ರಾಮೀಣ ಪ್ರದೇಶದಲ್ಲಿ ಜಮೀನು ಕಳೆದು ಕೊಂಡಿದ್ದಾರೆ. ಊರಿಗೆ ಊರೆ ಮುಳುಗುತ್ತಿವೆ. ಎರಡನೇ ಹಂತದಲ್ಲಿಯೂ ಮುಳುಗುತ್ತವೆ. ನಗರ ಪ್ರದೇಶದಲ್ಲಿ ಎಂಟರಿಂದ ಹತ್ತು xyxy=(186,551,364,594)
person-head xyxy=(818,991,828,1001)
person-head xyxy=(541,163,555,177)
scarf xyxy=(843,221,850,254)
scarf xyxy=(817,1001,821,1070)
section-rule xyxy=(372,612,942,614)
english-masthead: SUVARNA PALAR KANNADA DAILY xyxy=(565,5,763,16)
person-head xyxy=(505,163,519,177)
kolar-body-col1: ಕೋಲಾರ: ಮರ್ಯಾದಾ ಪುರುಷೋತ್ತಮ ಶ್ರೀರಾಮನ ಸ್ಮರಣೆ, ಪಾನಕ, ಮಜ್ಜಿಗೆ, ಕೋಸಂಬರಿ ವಿತರಣೆಯೊಂದಿಗೆ ಜಿಲ್ಲೆಯಾದ್ಯಂತ ಶ್ರೀರಾಮನವಮಿಯನ್ನು ಭಕ್ತಿಭಾವದಿಂದ ಆಚರಿಸಲಾಯಿತು. ... ಇಡೀ ಜಿಲ್ಲೆಯಲ್ಲಿ ಹನುಮನ ದೇಗುಲವಿಲ್ಲದ ಊರೇ ಇಲ್ಲ, ಪ್ರತಿ ರಸ್ತೆಯಲ್ಲೂ ಹನುಮನ ದೇಗುಲಗಳು ರಾರಾಜಿಸುವ ಮೂಲಕ ಶ್ರೀರಾಮ, ಹನುಮರ ಪೂಜೆ ನಿರಂತರವಾಗಿ ನಡೆದಿದೆ. xyxy=(374,971,550,1037)
person-head xyxy=(899,781,917,799)
person-head xyxy=(749,991,759,1001)
person-head xyxy=(759,1037,777,1055)
person-head xyxy=(683,163,697,177)
person-body xyxy=(897,799,919,824)
kolar-caption: ಸ್ವಾಮಿ, ಕುರುಬರಪೇಟೆಯ ಪಂಚಮುಖಿ ಗಣಪತಿ, ನಗರದೇವತೆ ಕೋಲಾರಮ್ಮ ದೇವಾಲಯ, ಕೊಂಡರಾಜನಹಳ್ಳಿ ಆಂಜನೇಯಸ್ವಾಮಿ, ಪಾಲಸಂದ್ರ ಲೇಔಟ್ ಸೇರಿದಂತೆ ನಗರದ ಅನೇಕ ದೇವಾಲಯಗಳಲ್ಲಿ ವಿಶೇಷ ಪೂಜೆ, ಅಲಂಕಾರಗಳನ್ನು ಮಾಡಲಾಗಿತ್ತು. xyxy=(553,1074,743,1105)
petrol-headline-3: ಶುಲ್ಕ ಕಡಿತ : ಓಂಶಕ್ತಿ ಚಲಪತಿ ಸ್ವಾಗತ xyxy=(81,1158,289,1178)
person-body xyxy=(639,799,661,824)
person-body xyxy=(704,799,726,824)
attack-body-col1: ಕೋಲಾರ: ಜಿಲ್ಲೆಯ ಮಾಲೂರು ತಾಲ್ಲೂಕಿನ ಟೇಕಲ್ ಹೋಬಳಿಯ ವೀರಕಪುತ್ರ ಗ್ರಾಮದಲ್ಲಿ ಅಕ್ರಮವಾಗಿ ಸಿಡಿಮದ್ದು ಸ್ಫೋಟಿಸುತ್ತಿದ್ದನ್ನು ಪ್ರಶ್ನಿಸಿದ ಕಾರಣಕ್ಕೆ ವ್ಯಕ್ತಿಯೊಬ್ಬರ ಮೇಲೆ ಮಾರಣಾಂತಿಕ ಹಲ್ಲೆ ನಡೆಸಿರುವ ಘಟನೆ ನಡೆದಿದೆ. ... ಗ್ರಾಮದವರಾದ ಸುರೇಶ್ ಅವರ ಮನೆಯ ಪ್ರಾಣ, ಅವರು ಬೆಟ್ಟದ ಬಳಿ ಕುರಿ ಮೇಯಿಸುತ್ತಿದ್ದ ವೇಳೆ ಗ್ರಾಮದ ಪಂಚಾಯಿತಿ ಸದಸ್ಯ ಸುರೇಶ್ ಹಾಗೂ ವೆಂಕಟೇಶಪ್ಪ ಸೇರಿದಂತೆ ಕೆಲವರು ಅಕ್ರಮವಾಗಿ ಬ್ಲಾಸ್ಟ್ ನಡೆಸುತ್ತಿದ್ದರು. ಸ್ಫೋಟದಿಂದ ಕಲ್ಲುಗಳು ಸಿಡಿಯುತ್ತಿರುವುದನ್ನು ಕಂಡ ಅವರು, "ಈ ರೀತಿ ಬ್ಲಾಸ್ಟ್ ಮಾಡುವ ಮುನ್ನ ನಮಗೆ ತಿಳಿಸಬೇಕಲ್ಲವೇ? ಇದರಿಂದ ಪ್ರಾಣಾಪಾಯ ಉಂಟಾಗುಹುದು" ಎಂದು ಪ್ರಶ್ನಿಸಿದ್ದಾರೆ. ಇದರಿಂದ ಆಕ್ರೋಶಗೊಂಡ ಆರೋಪಿಗಳು "ಇದು ನಿಮ್ಮಪ್ಪನ ಬೆಟ್ಟವೇ? ನಿನಗೆ ಯಾಕೆ ಹೇಳಬೇಕು? ಹೆಚ್ಚು ಮಾತನಾಡಿದರೆ ನಿನ್ನನ್ನೂ ಇಲ್ಲೇ ಸ್ಫೋಟಿಸುತ್ತೇವೆ" ಎಂದು ಬೆದರಿಕೆ ಹಾಕಿದರೆಂದು ತಿಳಿಸಿದ್ದಾರೆ. ಬಳಿಕ ತಮ್ಮ ಬೆಂಬಲಿಗರನ್ನು ಕರೆಸಿ ಸುರೇಶ್ ಮೇಲೆ ಕಲ್ಲುಗಳಿಂದ ಹಲ್ಲೆ ನಡೆಸಿದ್ದು, xyxy=(558,1213,744,1346)
person-head xyxy=(648,163,662,177)
person-head xyxy=(729,715,739,725)
person-head xyxy=(529,123,539,133)
bommai-body-col1 xyxy=(6,82,178,1092)
person-head xyxy=(814,123,824,133)
person-head xyxy=(665,715,675,725)
scarf xyxy=(665,221,672,254)
date-box: 29 ಮಾರ್ಚ್ 2026 ಭಾನುವಾರ xyxy=(367,4,553,26)
person-head xyxy=(706,781,724,799)
